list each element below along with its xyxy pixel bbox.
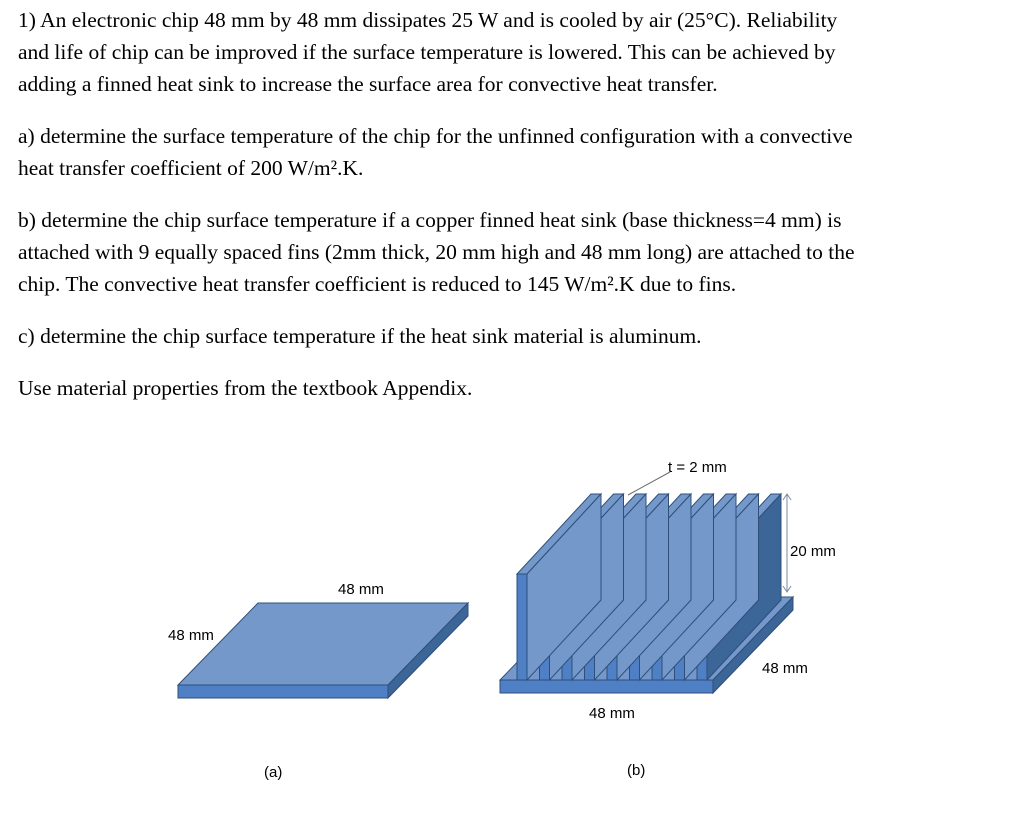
plate-front-face (178, 685, 388, 698)
problem-note: Use material properties from the textbook Appendix. (18, 376, 473, 400)
heatsink-depth-label: 48 mm (762, 660, 808, 677)
plate-top-face (178, 603, 468, 685)
plate-a (168, 581, 468, 781)
fin-thickness-label: t = 2 mm (668, 459, 727, 476)
plate-top-label: 48 mm (338, 581, 384, 598)
problem-part-b: b) determine the chip surface temperature if a copper finned heat sink (base thickness=4 mm) is attached with 9 equally spaced fins (2mm thick, 20 mm high and 48 mm long) are attached to the chip. The convective heat transfer coefficient is reduced to 145 W/m².K due to fins. (18, 208, 855, 296)
caption-a: (a) (264, 764, 283, 781)
fin-height-label: 20 mm (790, 543, 836, 560)
fin-front-face (517, 574, 527, 680)
plate-side-label: 48 mm (168, 627, 214, 644)
heatsink-base-front (500, 680, 713, 693)
thickness-leader-line (628, 472, 670, 495)
problem-part-a: a) determine the surface temperature of the chip for the unfinned configuration with a convective heat transfer coefficient of 200 W/m².K. (18, 124, 853, 180)
problem-intro: 1) An electronic chip 48 mm by 48 mm dissipates 25 W and is cooled by air (25°C). Reliability and life of chip can be improved if the surface temperature is lowered. This can be achieved by adding a finned heat sink to increase the surface area for convective heat transfer. (18, 8, 838, 96)
problem-part-c: c) determine the chip surface temperature if the heat sink material is aluminum. (18, 324, 702, 348)
caption-b: (b) (627, 762, 646, 779)
heatsink-width-label: 48 mm (589, 705, 635, 722)
heatsink-b (500, 459, 836, 779)
